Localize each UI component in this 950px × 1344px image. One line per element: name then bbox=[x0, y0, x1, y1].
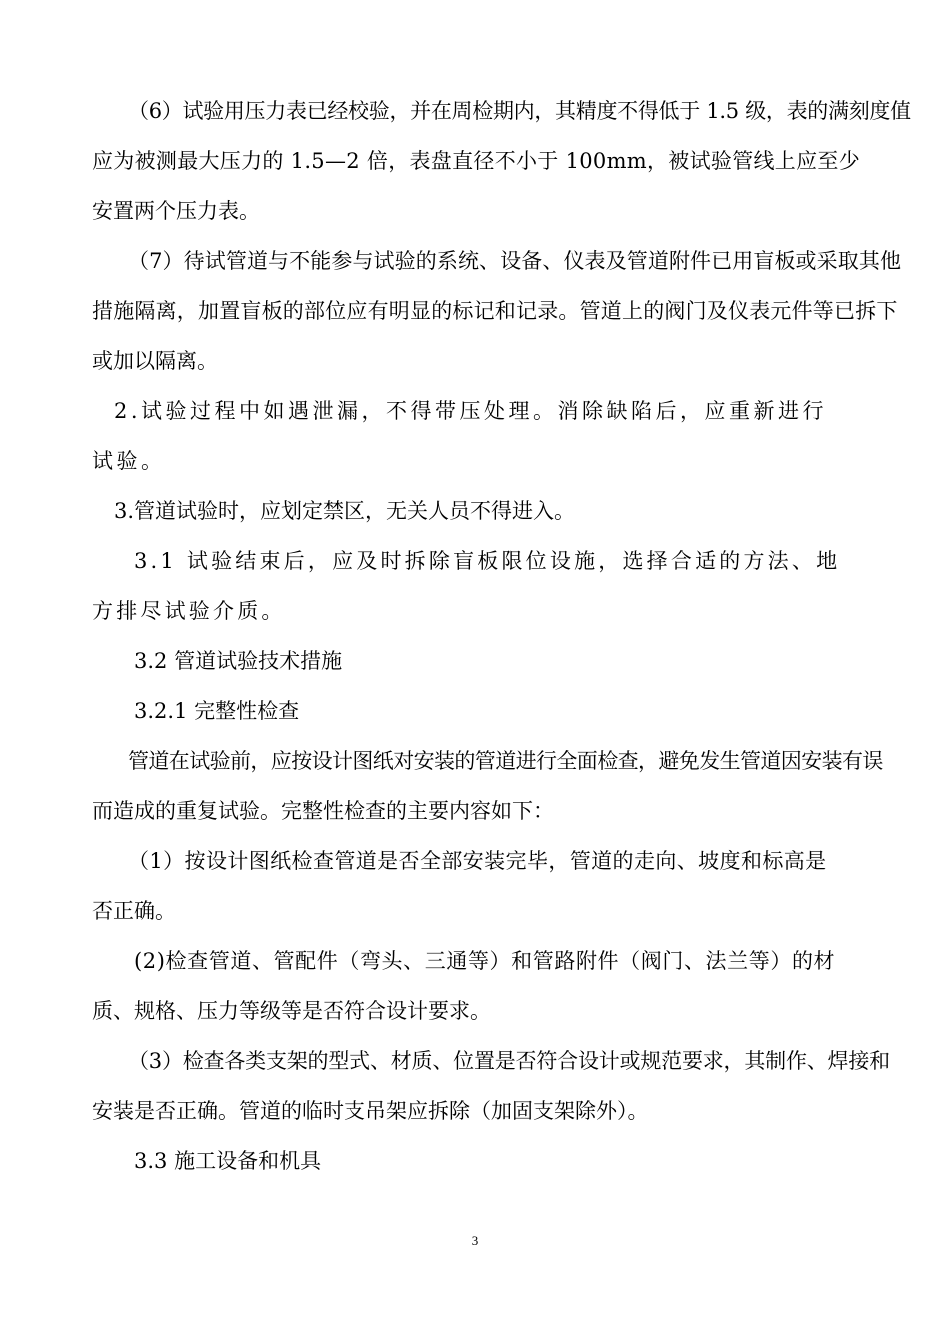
text-line: 安置两个压力表。 bbox=[92, 199, 260, 223]
text-line: （3）检查各类支架的型式、材质、位置是否符合设计或规范要求，其制作、焊接和 bbox=[128, 1049, 890, 1073]
text-line: 2.试验过程中如遇泄漏，不得带压处理。消除缺陷后，应重新进行 bbox=[114, 399, 828, 423]
text-line: 安装是否正确。管道的临时支吊架应拆除（加固支架除外）。 bbox=[92, 1099, 649, 1123]
text-line: 否正确。 bbox=[92, 899, 176, 923]
text-line: (2)检查管道、管配件（弯头、三通等）和管路附件（阀门、法兰等）的材 bbox=[134, 949, 836, 973]
section-heading: 3.3 施工设备和机具 bbox=[134, 1149, 322, 1173]
page-number: 3 bbox=[471, 1233, 479, 1248]
text-line: 应为被测最大压力的 1.5—2 倍，表盘直径不小于 100mm，被试验管线上应至少 bbox=[92, 149, 860, 173]
text-line: （6）试验用压力表已经校验，并在周检期内，其精度不得低于 1.5 级，表的满刻度值 bbox=[128, 99, 911, 123]
section-heading: 3.2 管道试验技术措施 bbox=[134, 649, 343, 673]
text-line: 管道在试验前，应按设计图纸对安装的管道进行全面检查，避免发生管道因安装有误 bbox=[128, 749, 883, 773]
text-line: （7）待试管道与不能参与试验的系统、设备、仪表及管道附件已用盲板或采取其他 bbox=[128, 249, 902, 273]
section-heading: 3.2.1 完整性检查 bbox=[134, 699, 300, 723]
text-line: 3.管道试验时，应划定禁区，无关人员不得进入。 bbox=[114, 499, 576, 523]
text-line: （1）按设计图纸检查管道是否全部安装完毕，管道的走向、坡度和标高是 bbox=[128, 849, 827, 873]
text-line: 而造成的重复试验。完整性检查的主要内容如下： bbox=[92, 799, 554, 823]
text-line: 方排尽试验介质。 bbox=[92, 599, 286, 623]
text-line: 质、规格、压力等级等是否符合设计要求。 bbox=[92, 999, 491, 1023]
text-line: 或加以隔离。 bbox=[92, 349, 218, 373]
text-line: 措施隔离，加置盲板的部位应有明显的标记和记录。管道上的阀门及仪表元件等已拆下 bbox=[92, 299, 898, 323]
text-line: 3.1 试验结束后，应及时拆除盲板限位设施，选择合适的方法、地 bbox=[134, 549, 841, 573]
text-line: 试验。 bbox=[92, 449, 166, 473]
